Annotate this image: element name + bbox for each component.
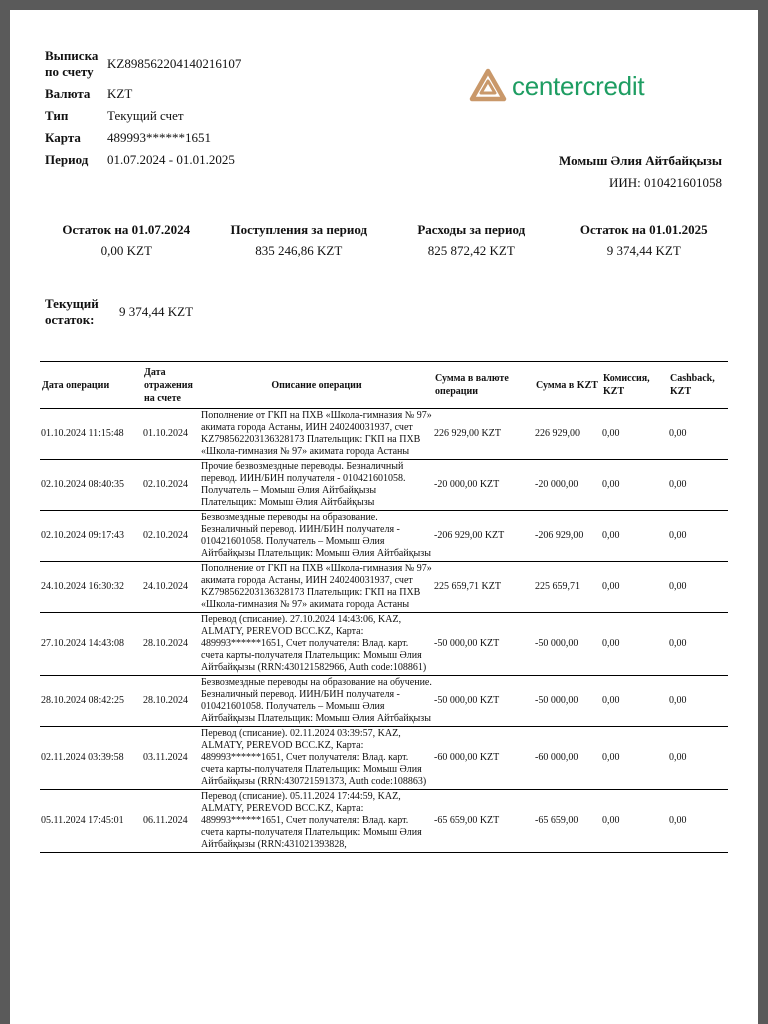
description-cell: Прочие безвозмездные переводы. Безналичный перевод. ИИН/БИН получателя - 010421601058. Получатель – Момыш Әлия Айтбайқызы Плательщик: Момыш Әлия Айтбайқызы [200, 460, 433, 511]
commission-cell: 0,00 [601, 790, 668, 853]
posting-date-cell: 28.10.2024 [142, 676, 200, 727]
table-header-row [40, 362, 728, 409]
commission-cell: 0,00 [601, 562, 668, 613]
description-cell: Перевод (списание). 27.10.2024 14:43:06, KAZ, ALMATY, PEREVOD BCC.KZ, Карта: 489993******1651, Счет получателя: Влад. карт. счета карты-получателя Плательщик: Момыш Әлия Айтбайқызы (RRN:430121582966, Auth code:108861) [200, 613, 433, 676]
period-label: Период [45, 152, 89, 167]
account-info [45, 48, 241, 174]
amount-kzt-cell: 225 659,71 [534, 562, 601, 613]
posting-date-cell: 03.11.2024 [142, 727, 200, 790]
commission-cell: 0,00 [601, 511, 668, 562]
table-row [40, 409, 728, 460]
cashback-cell: 0,00 [668, 460, 728, 511]
amount-op-currency-cell: 226 929,00 KZT [433, 409, 534, 460]
amount-kzt-cell: -50 000,00 [534, 613, 601, 676]
currency-value: KZT [107, 86, 133, 101]
operation-date-cell: 02.10.2024 09:17:43 [40, 511, 142, 562]
commission-cell: 0,00 [601, 613, 668, 676]
commission-cell: 0,00 [601, 727, 668, 790]
cashback-cell: 0,00 [668, 727, 728, 790]
header-posting-date: Дата отражения на счете [142, 362, 200, 409]
operation-date-cell: 01.10.2024 11:15:48 [40, 409, 142, 460]
type-row [45, 108, 241, 130]
posting-date-cell: 06.11.2024 [142, 790, 200, 853]
summary-label: Поступления за период [230, 222, 368, 237]
card-value: 489993******1651 [107, 130, 211, 145]
transactions-table [40, 361, 728, 853]
cashback-cell: 0,00 [668, 511, 728, 562]
amount-op-currency-cell: 225 659,71 KZT [433, 562, 534, 613]
client-iin: ИИН: 010421601058 [608, 175, 722, 190]
cashback-cell: 0,00 [668, 676, 728, 727]
description-cell: Пополнение от ГКП на ПХВ «Школа-гимназия № 97» акимата города Астаны, ИИН 240240031937, счет KZ798562203136328173 Плательщик: ГКП на ПХВ «Школа-гимназия № 97» акимата города Астаны [200, 562, 433, 613]
table-row [40, 562, 728, 613]
amount-op-currency-cell: -50 000,00 KZT [433, 613, 534, 676]
posting-date-cell: 24.10.2024 [142, 562, 200, 613]
header-commission: Комиссия, KZT [601, 362, 668, 409]
header-amount-kzt: Сумма в KZT [534, 362, 601, 409]
centercredit-logo-icon [468, 68, 508, 104]
client-info [559, 150, 722, 194]
summary-value: 835 246,86 KZT [255, 243, 343, 258]
summary-value: 9 374,44 KZT [606, 243, 681, 258]
summary-value: 0,00 KZT [100, 243, 152, 258]
operation-date-cell: 02.11.2024 03:39:58 [40, 727, 142, 790]
account-number: KZ898562204140216107 [107, 56, 242, 71]
commission-cell: 0,00 [601, 676, 668, 727]
period-value: 01.07.2024 - 01.01.2025 [107, 152, 235, 167]
client-name: Момыш Әлия Айтбайқызы [558, 153, 722, 168]
statement-label: Выписка по счету [45, 48, 99, 79]
current-balance-label: Текущий остаток: [45, 296, 99, 327]
operation-date-cell: 02.10.2024 08:40:35 [40, 460, 142, 511]
header-amount-op-currency: Сумма в валюте операции [433, 362, 534, 409]
summary-expenses [385, 222, 558, 259]
posting-date-cell: 02.10.2024 [142, 460, 200, 511]
amount-kzt-cell: -65 659,00 [534, 790, 601, 853]
header-operation-date: Дата операции [40, 362, 142, 409]
currency-row [45, 86, 241, 108]
current-balance-value: 9 374,44 KZT [119, 304, 194, 319]
card-label: Карта [45, 130, 81, 145]
amount-op-currency-cell: -65 659,00 KZT [433, 790, 534, 853]
table-row [40, 727, 728, 790]
table-row [40, 511, 728, 562]
cashback-cell: 0,00 [668, 613, 728, 676]
statement-page [10, 10, 758, 1024]
description-cell: Перевод (списание). 05.11.2024 17:44:59, KAZ, ALMATY, PEREVOD BCC.KZ, Карта: 489993******1651, Счет получателя: Влад. карт. счета карты-получателя Плательщик: Момыш Әлия Айтбайқызы (RRN:431021393828, [200, 790, 433, 853]
table-row [40, 676, 728, 727]
period-row [45, 152, 241, 174]
balance-summary [40, 222, 730, 259]
cashback-cell: 0,00 [668, 790, 728, 853]
current-balance [45, 296, 193, 328]
amount-kzt-cell: 226 929,00 [534, 409, 601, 460]
commission-cell: 0,00 [601, 409, 668, 460]
operation-date-cell: 27.10.2024 14:43:08 [40, 613, 142, 676]
amount-op-currency-cell: -50 000,00 KZT [433, 676, 534, 727]
amount-kzt-cell: -20 000,00 [534, 460, 601, 511]
currency-label: Валюта [45, 86, 91, 101]
amount-kzt-cell: -60 000,00 [534, 727, 601, 790]
summary-label: Остаток на 01.07.2024 [62, 222, 191, 237]
summary-label: Остаток на 01.01.2025 [579, 222, 708, 237]
header-description: Описание операции [200, 362, 433, 409]
summary-value: 825 872,42 KZT [427, 243, 515, 258]
summary-closing [558, 222, 731, 259]
posting-date-cell: 02.10.2024 [142, 511, 200, 562]
table-row [40, 460, 728, 511]
amount-kzt-cell: -206 929,00 [534, 511, 601, 562]
operation-date-cell: 24.10.2024 16:30:32 [40, 562, 142, 613]
posting-date-cell: 01.10.2024 [142, 409, 200, 460]
transactions-body [40, 409, 728, 853]
amount-op-currency-cell: -206 929,00 KZT [433, 511, 534, 562]
header-cashback: Cashback, KZT [668, 362, 728, 409]
description-cell: Безвозмездные переводы на образование. Безналичный перевод. ИИН/БИН получателя - 010421601058. Получатель – Момыш Әлия Айтбайқызы Плательщик: Момыш Әлия Айтбайқызы [200, 511, 433, 562]
amount-op-currency-cell: -20 000,00 KZT [433, 460, 534, 511]
statement-row [45, 48, 241, 86]
type-label: Тип [45, 108, 69, 123]
card-row [45, 130, 241, 152]
brand-name: centercredit [512, 70, 645, 101]
operation-date-cell: 28.10.2024 08:42:25 [40, 676, 142, 727]
brand-logo [468, 68, 644, 104]
description-cell: Пополнение от ГКП на ПХВ «Школа-гимназия № 97» акимата города Астаны, ИИН 240240031937, счет KZ798562203136328173 Плательщик: ГКП на ПХВ «Школа-гимназия № 97» акимата города Астаны [200, 409, 433, 460]
posting-date-cell: 28.10.2024 [142, 613, 200, 676]
cashback-cell: 0,00 [668, 409, 728, 460]
summary-income [213, 222, 386, 259]
amount-kzt-cell: -50 000,00 [534, 676, 601, 727]
description-cell: Безвозмездные переводы на образование на обучение. Безналичный перевод. ИИН/БИН получателя - 010421601058. Получатель – Момыш Әлия Айтбайқызы Плательщик: Момыш Әлия Айтбайқызы [200, 676, 433, 727]
commission-cell: 0,00 [601, 460, 668, 511]
summary-label: Расходы за период [417, 222, 526, 237]
operation-date-cell: 05.11.2024 17:45:01 [40, 790, 142, 853]
table-row [40, 613, 728, 676]
cashback-cell: 0,00 [668, 562, 728, 613]
type-value: Текущий счет [107, 108, 184, 123]
description-cell: Перевод (списание). 02.11.2024 03:39:57, KAZ, ALMATY, PEREVOD BCC.KZ, Карта: 489993******1651, Счет получателя: Влад. карт. счета карты-получателя Плательщик: Момыш Әлия Айтбайқызы (RRN:430721591373, Auth code:108863) [200, 727, 433, 790]
table-row [40, 790, 728, 853]
summary-opening [40, 222, 213, 259]
amount-op-currency-cell: -60 000,00 KZT [433, 727, 534, 790]
